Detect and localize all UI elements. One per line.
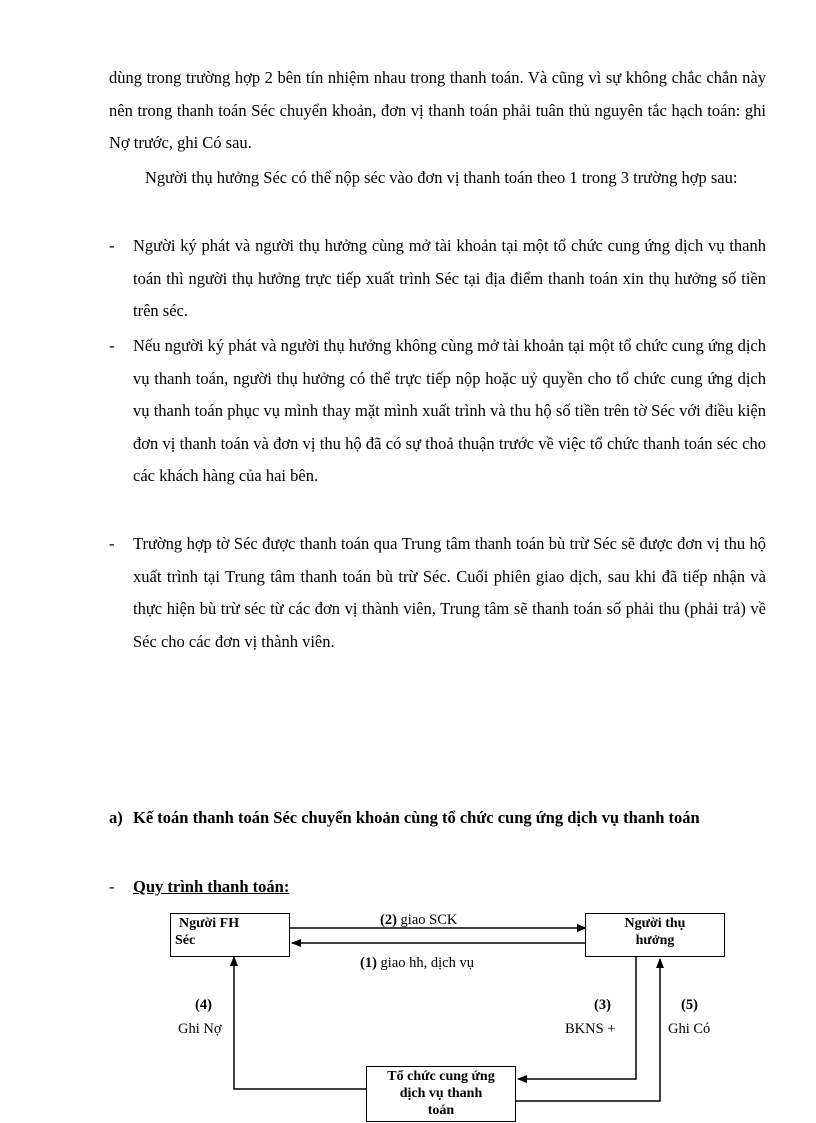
process-subheading [109, 872, 289, 902]
bullet-item-3 [109, 528, 766, 658]
process-dash: - [109, 877, 115, 896]
drawer-label-line2: Séc [175, 933, 196, 948]
section-number: a) [109, 808, 123, 827]
provider-label-line1: Tổ chức cung ứng [387, 1069, 495, 1084]
bullet-dash: - [109, 534, 115, 553]
step1-label [360, 955, 474, 972]
bullet-item-2 [109, 330, 766, 493]
step2-text: giao SCK [400, 912, 458, 928]
drawer-box [170, 913, 290, 957]
step5-text: Ghi Có [668, 1021, 711, 1037]
provider-label-line3: toán [427, 1103, 455, 1118]
bullet-item-1 [109, 230, 766, 328]
step4-number: (4) [195, 997, 212, 1013]
step3-text: BKNS + [565, 1021, 616, 1037]
step2-label [380, 912, 457, 929]
provider-box [366, 1066, 516, 1122]
bullet-dash: - [109, 336, 115, 355]
arrow-step4 [234, 957, 366, 1089]
step4-text: Ghi Nợ [178, 1021, 222, 1037]
section-heading [109, 802, 766, 835]
paragraph-cases-intro: Người thụ hưởng Séc có thể nộp séc vào đơn vị thanh toán theo 1 trong 3 trường hợp sau: [145, 168, 738, 187]
step1-text: giao hh, dịch vụ [380, 955, 474, 971]
arrow-step3 [518, 957, 636, 1079]
bullet-text: Nếu người ký phát và người thụ hưởng không cùng mở tài khoản tại một tổ chức cung ứng dịch vụ thanh toán, người thụ hưởng có thể trực tiếp nộp hoặc uỷ quyền cho tổ chức cung ứng dịch vụ thanh toán phục vụ mình thay mặt mình xuất trình và thu hộ số tiền trên tờ Séc với điều kiện đơn vị thanh toán và đơn vị thu hộ đã có sự thoả thuận trước về việc tổ chức thanh toán séc cho các khách hàng của hai bên. [133, 336, 766, 485]
step3-number: (3) [594, 997, 611, 1013]
payee-label-line2: hưởng [635, 933, 675, 948]
paragraph-intro: dùng trong trường hợp 2 bên tín nhiệm nhau trong thanh toán. Và cũng vì sự không chắc chắn này nên trong thanh toán Séc chuyển khoản, đơn vị thanh toán phải tuân thủ nguyên tắc hạch toán: ghi Nợ trước, ghi Có sau. [109, 68, 766, 152]
step1-number: (1) [360, 955, 377, 971]
bullet-text: Trường hợp tờ Séc được thanh toán qua Trung tâm thanh toán bù trừ Séc sẽ được đơn vị thu hộ xuất trình tại Trung tâm thanh toán bù trừ Séc. Cuối phiên giao dịch, sau khi đã tiếp nhận và thực hiện bù trừ séc từ các đơn vị thành viên, Trung tâm sẽ thanh toán số phải thu (phải trả) về Séc cho các đơn vị thành viên. [133, 534, 766, 651]
step2-number: (2) [380, 912, 397, 928]
provider-label-line2: dịch vụ thanh [399, 1086, 483, 1101]
section-title: Kế toán thanh toán Séc chuyển khoản cùng tổ chức cung ứng dịch vụ thanh toán [133, 808, 700, 827]
step5-number: (5) [681, 997, 698, 1013]
process-title: Quy trình thanh toán: [133, 877, 290, 896]
payee-label-line1: Người thụ [624, 916, 686, 931]
payee-box [585, 913, 725, 957]
bullet-text: Người ký phát và người thụ hưởng cùng mở tài khoản tại một tổ chức cung ứng dịch vụ thanh toán thì người thụ hưởng trực tiếp xuất trình Séc tại địa điểm thanh toán xin thụ hưởng số tiền trên séc. [133, 236, 766, 320]
bullet-dash: - [109, 236, 115, 255]
drawer-label-line1: Người FH [179, 916, 240, 931]
